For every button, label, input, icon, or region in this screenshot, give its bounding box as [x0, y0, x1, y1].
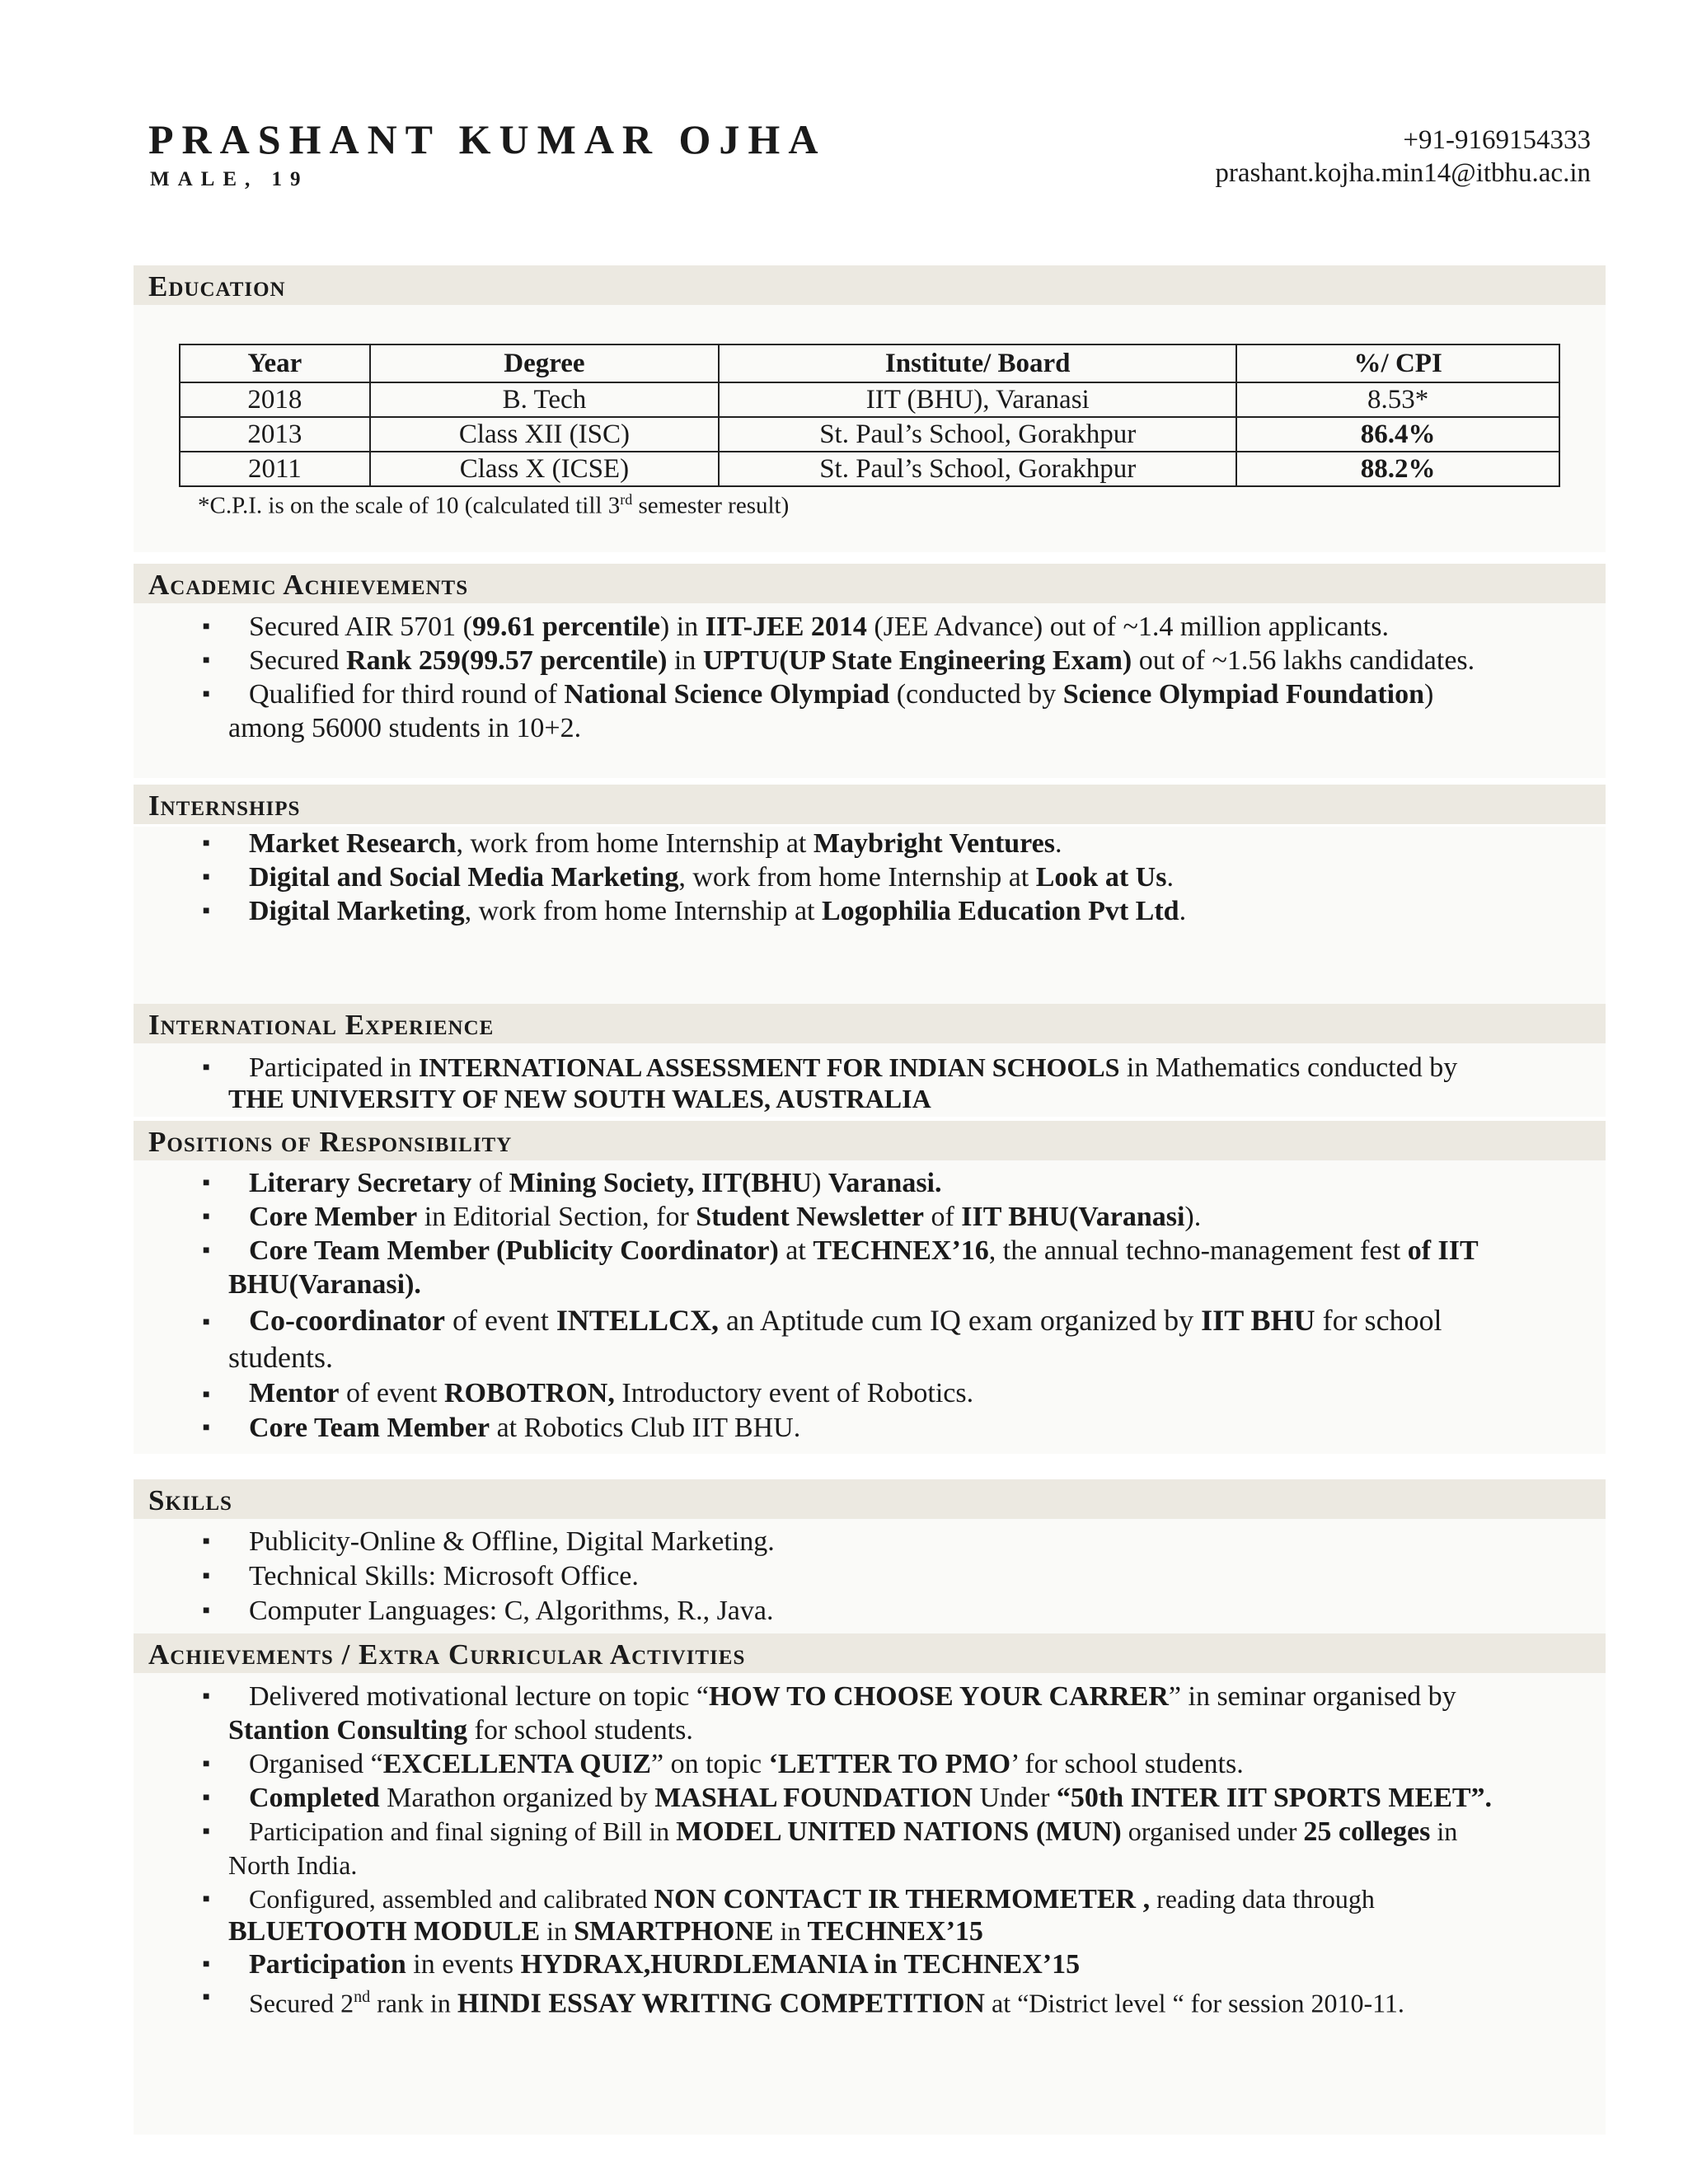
list-item-continuation: Stantion Consulting for school students. — [228, 1715, 693, 1746]
email-address: prashant.kojha.min14@itbhu.ac.in — [1215, 158, 1591, 188]
list-item: Completed Marathon organized by MASHAL FOUNDATION Under “50th INTER IIT SPORTS MEET”. — [249, 1783, 1493, 1813]
section-title: Skills — [148, 1484, 232, 1516]
section-title: Academic Achievements — [148, 569, 469, 601]
list-item: Core Team Member at Robotics Club IIT BHU. — [249, 1413, 801, 1443]
bullet-icon: ■ — [203, 1422, 210, 1434]
list-item-continuation: BHU(Varanasi). — [228, 1269, 421, 1300]
list-item: Configured, assembled and calibrated NON CONTACT IR THERMOMETER , reading data through — [249, 1884, 1375, 1915]
section-header-extra — [134, 1633, 1606, 1673]
table-cell: B. Tech — [370, 382, 719, 417]
section-title: International Experience — [148, 1009, 495, 1041]
list-item: Delivered motivational lecture on topic “HOW TO CHOOSE YOUR CARRER” in seminar organised by — [249, 1681, 1456, 1712]
bullet-icon: ■ — [203, 1792, 210, 1804]
cpi-footnote — [198, 491, 789, 520]
list-item-continuation: among 56000 students in 10+2. — [228, 713, 582, 743]
table-row — [180, 382, 1559, 417]
footnote-text: *C.P.I. is on the scale of 10 (calculated till 3 — [198, 492, 621, 519]
table-cell: 8.53* — [1236, 382, 1559, 417]
section-header-positions — [134, 1121, 1606, 1160]
column-header: Institute/ Board — [719, 344, 1236, 382]
table-cell: 88.2% — [1236, 452, 1559, 486]
list-item: Digital and Social Media Marketing, work from home Internship at Look at Us. — [249, 862, 1174, 893]
table-cell: IIT (BHU), Varanasi — [719, 382, 1236, 417]
section-title: Internships — [148, 790, 301, 822]
list-item: Organised “EXCELLENTA QUIZ” on topic ‘LETTER TO PMO’ for school students. — [249, 1749, 1244, 1779]
bullet-icon: ■ — [203, 1893, 210, 1905]
footnote-text: semester result) — [632, 492, 790, 519]
bullet-icon: ■ — [203, 1605, 210, 1617]
list-item: Secured AIR 5701 (99.61 percentile) in IIT-JEE 2014 (JEE Advance) out of ~1.4 million applicants. — [249, 612, 1389, 642]
bullet-icon: ■ — [203, 1389, 210, 1401]
table-row — [180, 452, 1559, 486]
bullet-icon: ■ — [203, 1825, 210, 1838]
list-item: Digital Marketing, work from home Internship at Logophilia Education Pvt Ltd. — [249, 896, 1187, 926]
list-item: Literary Secretary of Mining Society, IIT(BHU) Varanasi. — [249, 1168, 942, 1198]
list-item-continuation: North India. — [228, 1850, 358, 1880]
section-header-international — [134, 1004, 1606, 1043]
list-item: Market Research, work from home Internship at Maybright Ventures. — [249, 828, 1062, 859]
list-item: Core Member in Editorial Section, for Student Newsletter of IIT BHU(Varanasi). — [249, 1202, 1202, 1232]
list-item: Secured 2nd rank in HINDI ESSAY WRITING COMPETITION at “District level “ for session 2010-11. — [249, 1988, 1404, 2019]
candidate-name: PRASHANT KUMAR OJHA — [148, 116, 827, 162]
bullet-icon: ■ — [203, 871, 210, 883]
contact-block — [1215, 124, 1591, 190]
bullet-icon: ■ — [203, 1211, 210, 1223]
list-item: Mentor of event ROBOTRON, Introductory event of Robotics. — [249, 1378, 974, 1408]
table-header-row — [180, 344, 1559, 382]
bullet-icon: ■ — [203, 1991, 210, 2004]
table-cell: 2011 — [180, 452, 370, 486]
table-row — [180, 417, 1559, 452]
list-item: Co-coordinator of event INTELLCX, an Aptitude cum IQ exam organized by IIT BHU for school — [249, 1304, 1442, 1337]
education-table — [179, 344, 1560, 487]
bullet-icon: ■ — [203, 1062, 210, 1074]
section-title: Achievements / Extra Curricular Activities — [148, 1638, 746, 1671]
bullet-icon: ■ — [203, 1177, 210, 1189]
list-item: Technical Skills: Microsoft Office. — [249, 1561, 639, 1591]
list-item: Computer Languages: C, Algorithms, R., Java. — [249, 1596, 774, 1626]
table-cell: 2013 — [180, 417, 370, 452]
candidate-subtitle: MALE, 19 — [150, 168, 309, 190]
section-header-internships — [134, 785, 1606, 824]
bullet-icon: ■ — [203, 905, 210, 917]
bullet-icon: ■ — [203, 654, 210, 667]
list-item: Secured Rank 259(99.57 percentile) in UPTU(UP State Engineering Exam) out of ~1.56 lakhs candidates. — [249, 645, 1475, 676]
bullet-icon: ■ — [203, 1316, 210, 1329]
list-item-continuation: students. — [228, 1341, 334, 1374]
column-header: %/ CPI — [1236, 344, 1559, 382]
list-item-continuation: BLUETOOTH MODULE in SMARTPHONE in TECHNEX’15 — [228, 1916, 983, 1947]
bullet-icon: ■ — [203, 1244, 210, 1257]
list-item: Participated in INTERNATIONAL ASSESSMENT FOR INDIAN SCHOOLS in Mathematics conducted by — [249, 1052, 1458, 1083]
bullet-icon: ■ — [203, 1690, 210, 1703]
table-cell: Class XII (ISC) — [370, 417, 719, 452]
list-item: Core Team Member (Publicity Coordinator) at TECHNEX’16, the annual techno-management fest of IIT — [249, 1235, 1479, 1266]
bullet-icon: ■ — [203, 1758, 210, 1770]
bullet-icon: ■ — [203, 1570, 210, 1582]
section-title: Positions of Responsibility — [148, 1126, 513, 1158]
section-header-academic — [134, 564, 1606, 603]
column-header: Degree — [370, 344, 719, 382]
bullet-icon: ■ — [203, 837, 210, 850]
table-cell: St. Paul’s School, Gorakhpur — [719, 452, 1236, 486]
list-item: Publicity-Online & Offline, Digital Marketing. — [249, 1526, 775, 1557]
bullet-icon: ■ — [203, 1535, 210, 1548]
section-title: Education — [148, 270, 286, 302]
table-cell: Class X (ICSE) — [370, 452, 719, 486]
bullet-icon: ■ — [203, 688, 210, 701]
list-item: Participation in events HYDRAX,HURDLEMANIA in TECHNEX’15 — [249, 1949, 1081, 1980]
list-item: Qualified for third round of National Science Olympiad (conducted by Science Olympiad Foundation) — [249, 679, 1434, 710]
list-item: Participation and final signing of Bill in MODEL UNITED NATIONS (MUN) organised under 25 colleges in — [249, 1816, 1458, 1847]
table-cell: 2018 — [180, 382, 370, 417]
bullet-icon: ■ — [203, 1958, 210, 1971]
section-header-skills — [134, 1479, 1606, 1519]
phone-number: +91-9169154333 — [1403, 125, 1591, 155]
bullet-icon: ■ — [203, 621, 210, 633]
list-item-continuation: THE UNIVERSITY OF NEW SOUTH WALES, AUSTRALIA — [228, 1084, 931, 1113]
footnote-sup: rd — [620, 491, 633, 508]
table-cell: St. Paul’s School, Gorakhpur — [719, 417, 1236, 452]
column-header: Year — [180, 344, 370, 382]
table-cell: 86.4% — [1236, 417, 1559, 452]
section-header-education — [134, 265, 1606, 305]
